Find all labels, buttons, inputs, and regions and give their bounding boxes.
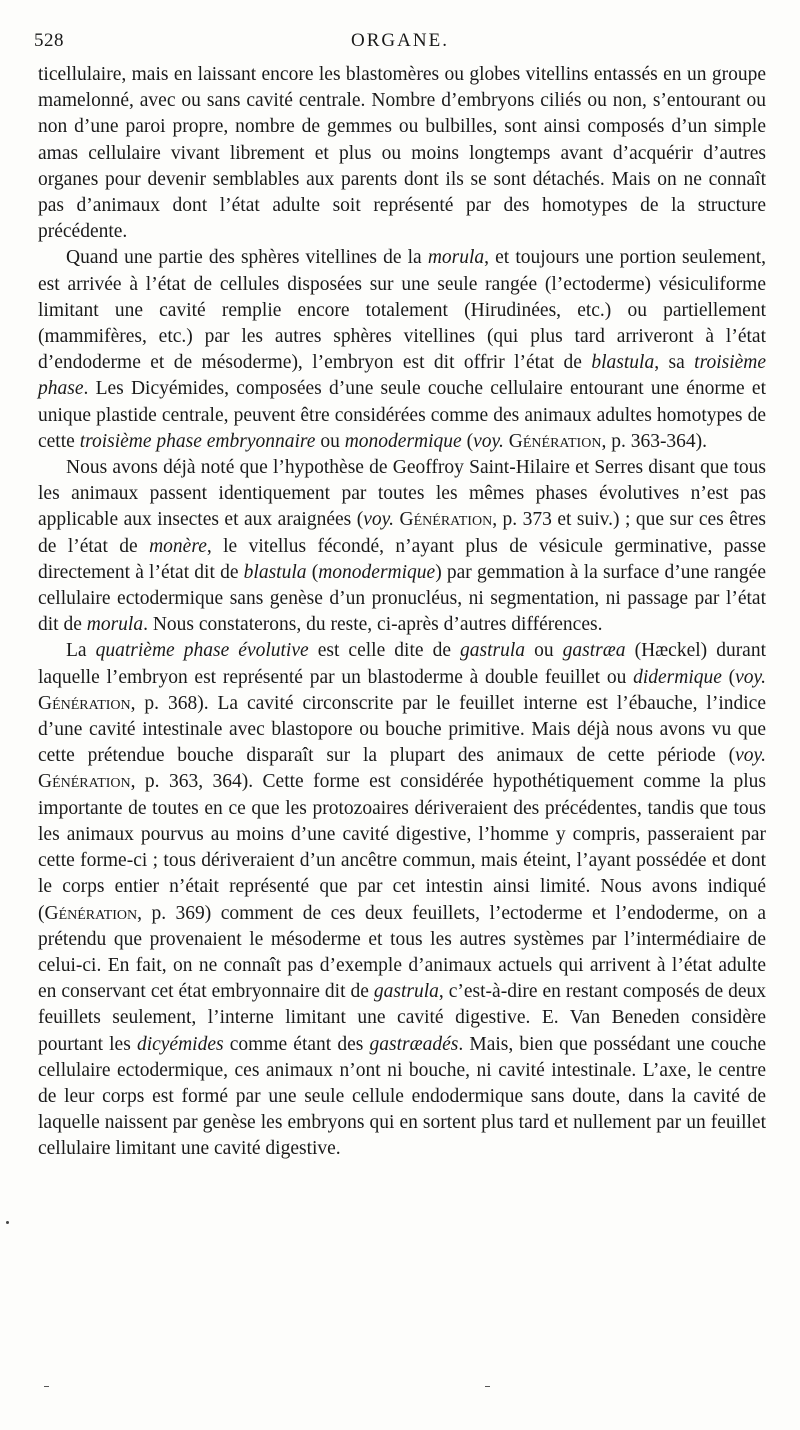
page-header — [34, 30, 766, 56]
text-run: , p. 373 et suiv.) ; que sur ces êtres de l’état de — [38, 509, 767, 557]
text-run: est celle dite de — [308, 640, 461, 662]
text-run: Quand une partie des sphères vitellines de la — [66, 247, 428, 269]
text-run: , sa — [654, 352, 695, 374]
italic-term: voy. — [735, 666, 767, 688]
italic-term: gastræa — [562, 640, 626, 662]
small-caps-reference: Génération — [399, 509, 493, 531]
text-run: ) par gemmation à la surface d’une rangée cellulaire ectodermique sans genèse d’un pronucléus, ni segmentation, ni passage par l’état dit de — [38, 561, 766, 636]
text-run: , p. 369) comment de ces deux feuillets, l’ectoderme et l’endoderme, on a prétendu que provenaient le mésoderme et tous les autres systèmes par l’intermédiaire de celui-ci. En fait, on ne connaît pas d’exemple d’animaux actuels qui arrivent à l’état adulte en conservant cet état embryonnaire dit de — [38, 902, 766, 1003]
body-text — [38, 62, 766, 1163]
italic-term: gastræadés — [369, 1033, 459, 1055]
small-caps-reference: Génération — [38, 692, 131, 714]
text-run: Nous avons déjà noté que l’hypothèse de Geoffroy Saint-Hilaire et Serres disant que tous les animaux passent identiquement par toutes les mêmes phases évolutives n’est pas applicable aux insectes et aux araignées ( — [38, 457, 766, 531]
text-run: . Les Dicyémides, composées d’une seule couche cellulaire entourant une énorme et unique plastide centrale, peuvent être considérées comme des animaux adultes homotypes de cette — [38, 378, 766, 452]
text-run: (Hæckel) durant laquelle l’embryon est représenté par un blastoderme à double feuillet ou — [38, 640, 767, 688]
italic-term: gastrula — [460, 640, 526, 662]
text-run: , et toujours une portion seulement, est arrivée à l’état de cellules disposées sur une seule rangée (l’ectoderme) vésiculiforme limitant une cavité remplie encore totalement (Hirudinées, etc.) ou partiellement (mammifères, etc.) par les autres sphères vitellines (qui plus tard arriveront à l’état d’endoderme et de mésoderme), l’embryon est dit offrir l’état de — [38, 247, 766, 374]
footer-marks — [0, 1386, 800, 1396]
text-run: , p. 368). La cavité circonscrite par le feuillet interne est l’ébauche, l’indice d’une cavité intestinale avec blastopore ou bouche primitive. Mais déjà nous avons vu que cette prétendue bouche disparaît sur la plupart des animaux de cette période ( — [38, 692, 766, 767]
text-run: , c’est-à-dire en restant composés de deux feuillets seulement, l’interne limitant une cavité digestive. E. Van Beneden considère pourtant les — [38, 981, 766, 1055]
footer-mark — [44, 1386, 49, 1387]
text-run: comme étant des — [223, 1033, 370, 1055]
italic-term: monère — [149, 535, 207, 557]
small-caps-reference: Génération — [508, 430, 602, 452]
small-caps-reference: Génération — [44, 902, 138, 924]
text-run: ( — [461, 430, 474, 452]
italic-term: voy. — [735, 745, 766, 767]
italic-term: monodermique — [344, 430, 462, 452]
italic-term: monodermique — [318, 561, 436, 583]
text-run: ou — [525, 640, 563, 662]
text-run: La — [66, 640, 96, 662]
paragraph — [38, 455, 766, 638]
italic-term: dicyémides — [136, 1033, 224, 1055]
text-run: , p. 363-364). — [601, 430, 708, 452]
text-run: ( — [306, 561, 319, 583]
italic-term: quatrième phase évolutive — [95, 640, 309, 662]
small-caps-reference: Génération — [38, 771, 131, 793]
text-run: . Mais, bien que possédant une couche cellulaire ectodermique, ces animaux n’ont ni bouche, ni cavité intestinale. L’axe, le centre de leur corps est formé par une seule cellule endodermique sans doute, dans la cavité de laquelle naissent par genèse les embryons qui en sortent plus tard et nullement par un feuillet cellulaire limitant une cavité digestive. — [38, 1033, 766, 1160]
text-run: , p. 363, 364). Cette forme est considérée hypothétiquement comme la plus importante de toutes en ce que les protozoaires dériveraient des précédentes, tandis que tous les animaux pourvus au moins d’une cavité digestive, l’homme y compris, passeraient par cette forme-ci ; tous dériveraient d’un ancêtre commun, mais éteint, l’ayant possédée et dont le corps entier n’était représenté que par cet intestin ainsi limité. Nous avons indiqué ( — [38, 771, 766, 924]
running-title: ORGANE. — [351, 30, 449, 51]
italic-term: voy. — [363, 509, 395, 531]
italic-term: voy. — [473, 430, 504, 452]
italic-term: gastrula — [373, 981, 439, 1003]
page-number: 528 — [34, 30, 64, 51]
margin-speck — [6, 1221, 9, 1224]
italic-term: blastula — [591, 352, 655, 374]
paragraph — [38, 62, 766, 245]
footer-mark — [485, 1386, 490, 1387]
italic-term: troisième phase — [38, 352, 767, 400]
paragraph — [38, 638, 766, 1162]
italic-term: morula — [427, 247, 485, 269]
italic-term: troisième phase embryonnaire — [79, 430, 316, 452]
text-run: . Nous constaterons, du reste, ci-après d’autres différences. — [143, 614, 603, 636]
text-run: ou — [315, 430, 345, 452]
italic-term: blastula — [243, 561, 307, 583]
italic-term: morula — [86, 614, 144, 636]
paragraph — [38, 245, 766, 455]
italic-term: didermique — [633, 666, 722, 688]
text-run: ticellulaire, mais en laissant encore les blastomères ou globes vitellins entassés en un groupe mamelonné, avec ou sans cavité centrale. Nombre d’embryons ciliés ou non, s’entourant ou non d’une paroi propre, nombre de gemmes ou bulbilles, sont ainsi composés d’un simple amas cellulaire vivant librement et plus ou moins longtemps avant d’acquérir d’autres organes pour devenir semblables aux parents dont ils se sont détachés. Mais on ne connaît pas d’animaux dont l’état adulte soit représenté par des homotypes de la structure précédente. — [38, 64, 766, 243]
text-run: ( — [721, 666, 736, 688]
text-run: , le vitellus fécondé, n’ayant plus de vésicule germinative, passe directement à l’état dit de — [38, 535, 766, 583]
